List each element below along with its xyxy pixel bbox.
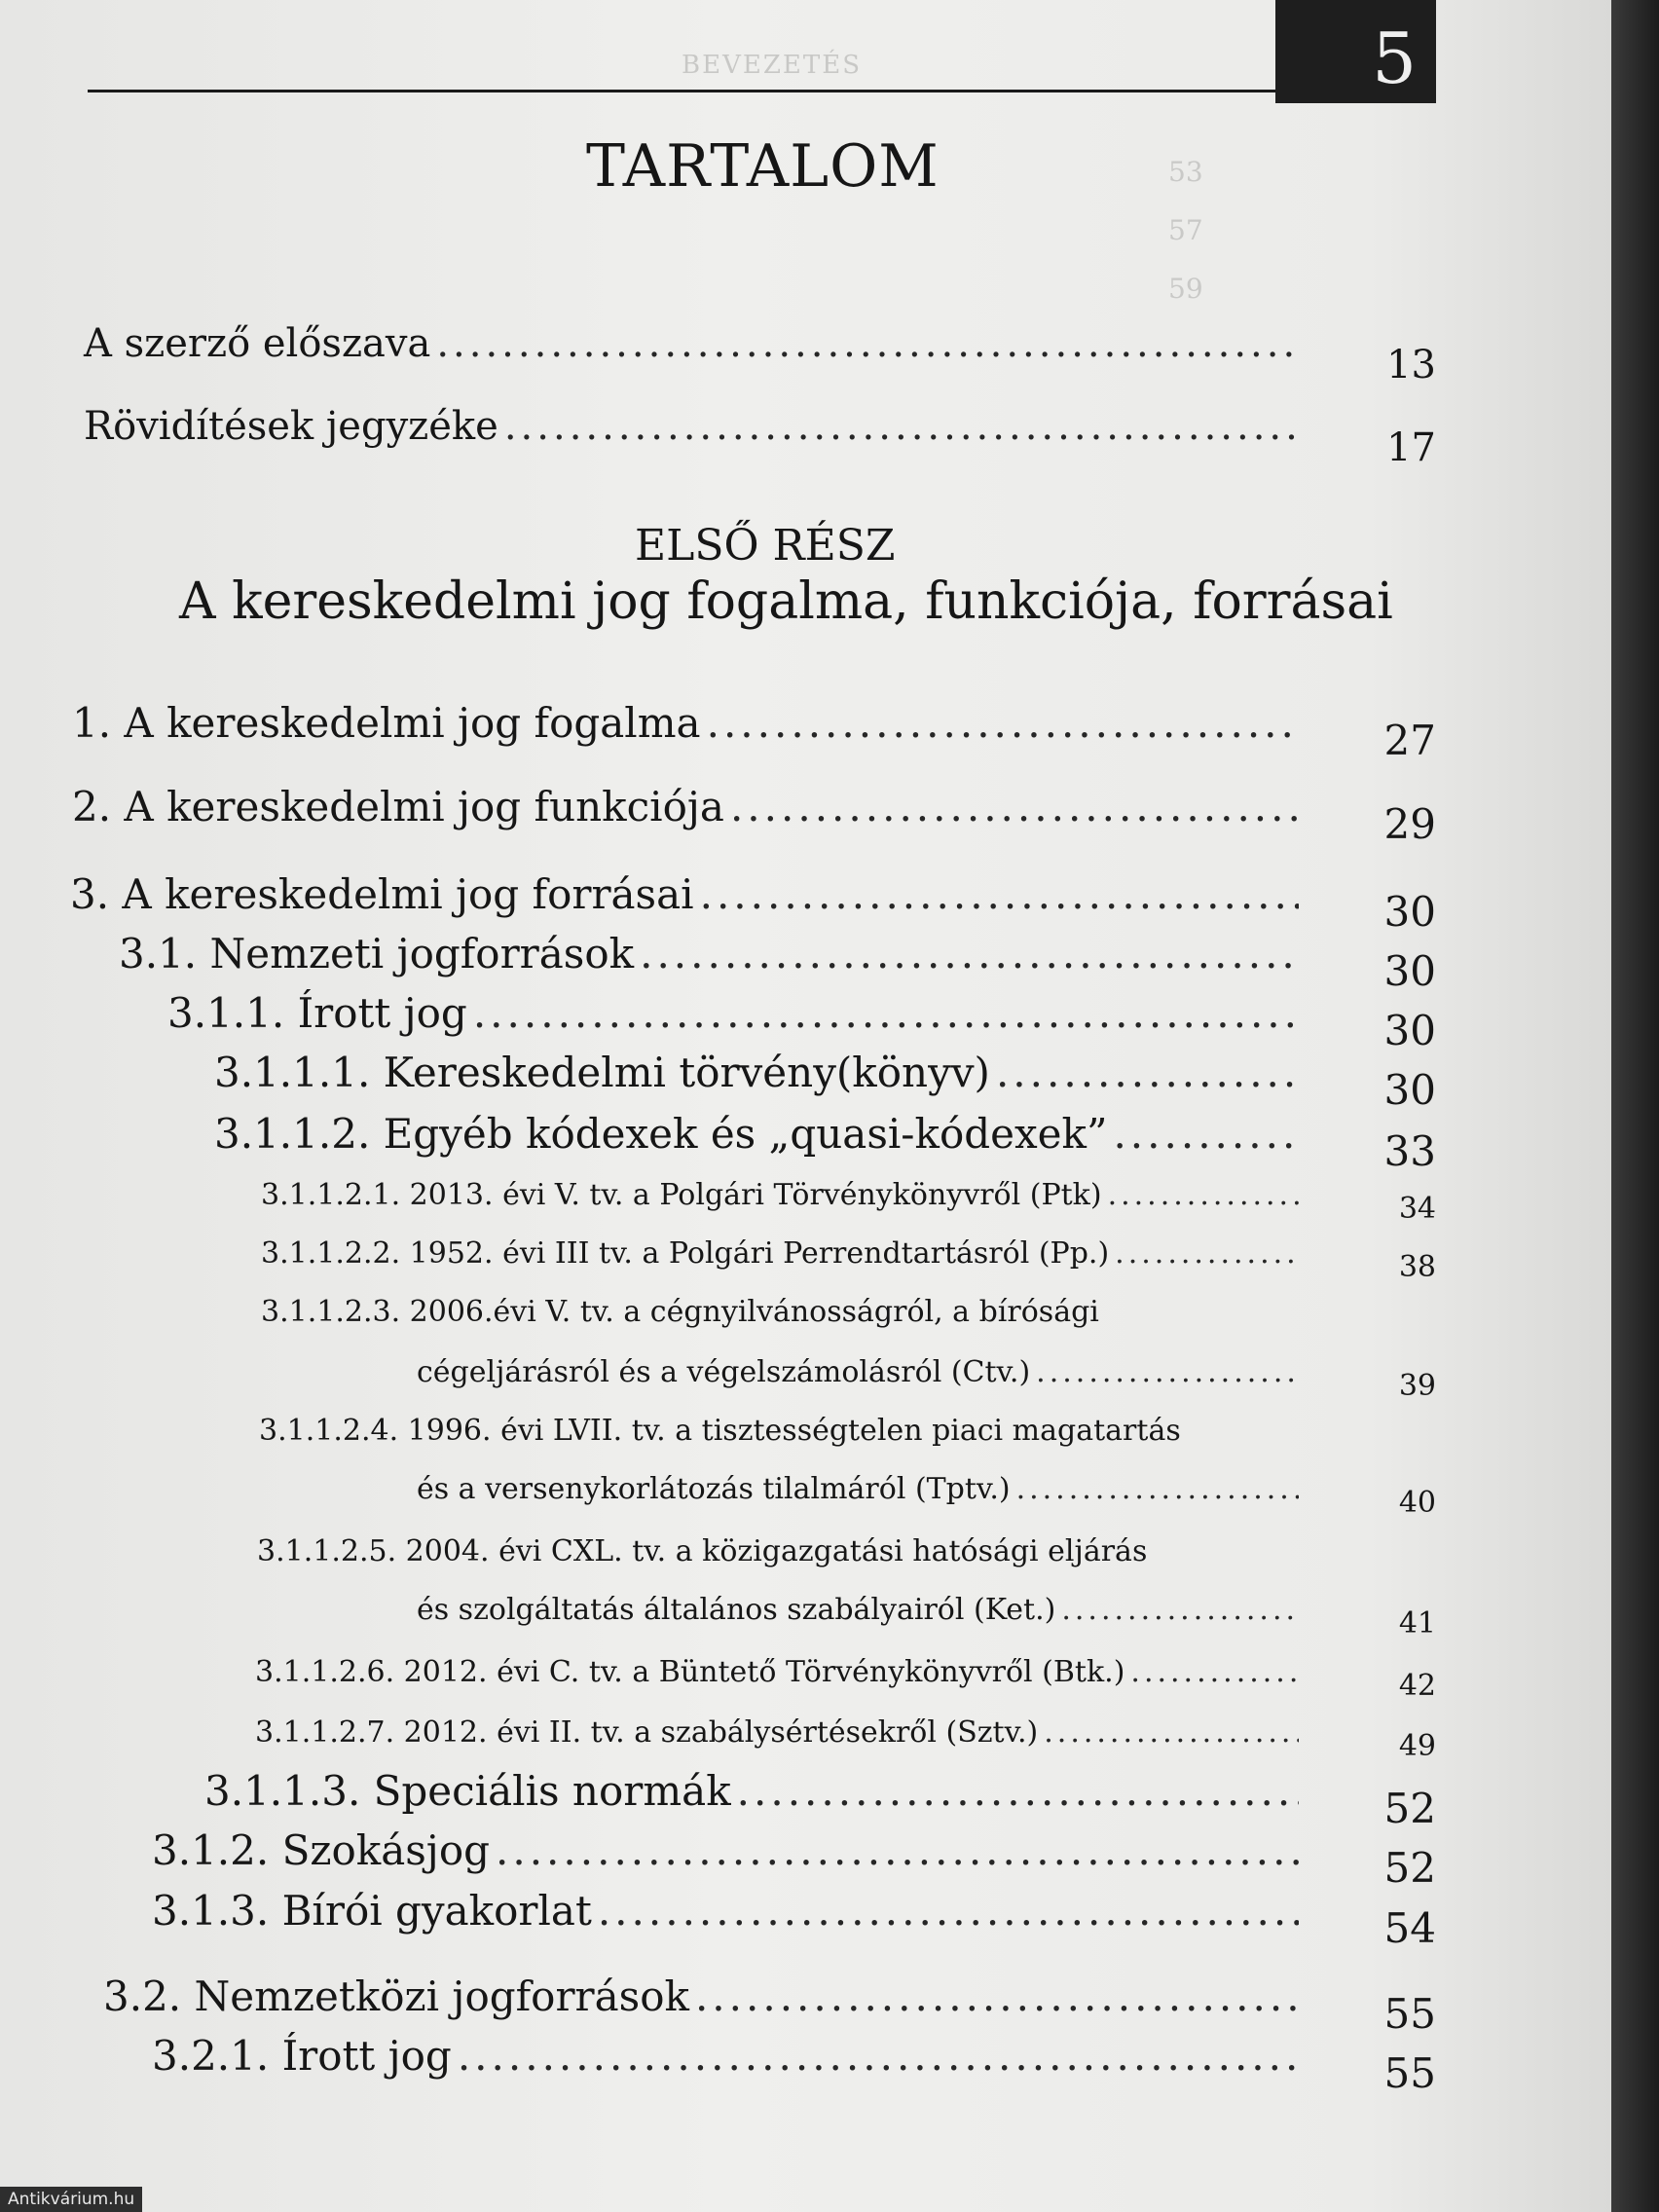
toc-label: 3.1.1.2.7. 2012. évi II. tv. a szabálysértésekről (Sztv.) xyxy=(255,1715,1039,1750)
toc-label[interactable]: 3.1.1.2.5. 2004. évi CXL. tv. a közigazgatási hatósági eljárás xyxy=(257,1534,1148,1568)
toc-entry[interactable] xyxy=(255,1715,1299,1750)
header-rule xyxy=(88,90,1275,92)
toc-entry[interactable] xyxy=(261,1178,1299,1212)
leader-dots xyxy=(1036,1355,1299,1389)
leader-dots xyxy=(436,321,1301,366)
toc-entry[interactable] xyxy=(152,2032,1299,2080)
page-number: 5 xyxy=(1275,0,1436,103)
part-label: ELSŐ RÉSZ xyxy=(635,521,896,571)
leader-dots xyxy=(1044,1715,1299,1750)
toc-page: 49 xyxy=(1398,1729,1436,1763)
toc-page: 30 xyxy=(1383,888,1436,936)
toc-label: és a versenykorlátozás tilalmáról (Tptv.) xyxy=(417,1472,1011,1506)
leader-dots xyxy=(707,699,1301,747)
toc-page: 27 xyxy=(1383,717,1436,764)
leader-dots xyxy=(598,1887,1299,1935)
toc-entry-continuation[interactable] xyxy=(417,1593,1299,1627)
toc-entry[interactable] xyxy=(167,989,1299,1037)
toc-page: 30 xyxy=(1383,1007,1436,1054)
toc-page: 42 xyxy=(1398,1669,1436,1703)
toc-entry-continuation[interactable] xyxy=(417,1355,1299,1389)
leader-dots xyxy=(640,930,1299,977)
toc-label: 3.1.1.2.1. 2013. évi V. tv. a Polgári Törvénykönyvről (Ptk) xyxy=(261,1178,1102,1212)
toc-label[interactable]: 3.1.1.2.4. 1996. évi LVII. tv. a tisztességtelen piaci magatartás xyxy=(259,1414,1181,1448)
toc-page: 30 xyxy=(1383,947,1436,995)
leader-dots xyxy=(695,1972,1299,2020)
toc-page: 17 xyxy=(1386,425,1436,470)
leader-dots xyxy=(1115,1236,1299,1271)
toc-label: 3.1. Nemzeti jogforrások xyxy=(119,930,635,977)
leader-dots xyxy=(473,989,1299,1037)
book-spine xyxy=(1611,0,1659,2212)
leader-dots xyxy=(700,870,1299,918)
toc-label: 3. A kereskedelmi jog forrásai xyxy=(70,870,694,918)
toc-page: 52 xyxy=(1383,1844,1436,1892)
leader-dots xyxy=(1113,1110,1299,1158)
toc-entry[interactable] xyxy=(84,321,1301,366)
toc-entry[interactable] xyxy=(152,1887,1299,1935)
toc-label: A szerző előszava xyxy=(84,321,431,366)
toc-entry-continuation[interactable] xyxy=(417,1472,1299,1506)
toc-page: 40 xyxy=(1398,1486,1436,1520)
toc-entry[interactable] xyxy=(72,783,1301,830)
leader-dots xyxy=(504,404,1301,449)
toc-entry[interactable] xyxy=(103,1972,1299,2020)
toc-label: 3.2. Nemzetközi jogforrások xyxy=(103,1972,689,2020)
part-title: A kereskedelmi jog fogalma, funkciója, forrásai xyxy=(179,572,1393,631)
toc-entry[interactable] xyxy=(70,870,1299,918)
toc-page: 13 xyxy=(1386,343,1436,387)
toc-label: és szolgáltatás általános szabályairól (Ket.) xyxy=(417,1593,1056,1627)
toc-entry[interactable] xyxy=(72,699,1301,747)
running-header: BEVEZETÉS xyxy=(682,51,863,80)
toc-label[interactable]: 3.1.1.2.3. 2006.évi V. tv. a cégnyilvánosságról, a bírósági xyxy=(261,1295,1099,1329)
toc-page: 52 xyxy=(1383,1785,1436,1832)
toc-page: 33 xyxy=(1383,1127,1436,1175)
toc-page: 29 xyxy=(1383,800,1436,848)
toc-entry[interactable] xyxy=(152,1826,1299,1874)
toc-label: 3.1.1.2.6. 2012. évi C. tv. a Büntető Törvénykönyvről (Btk.) xyxy=(255,1655,1125,1689)
toc-entry[interactable] xyxy=(214,1110,1299,1158)
leader-dots xyxy=(730,783,1301,830)
show-through: 59 xyxy=(1168,273,1203,305)
leader-dots xyxy=(1108,1178,1299,1212)
toc-entry[interactable] xyxy=(204,1767,1299,1815)
toc-page: 39 xyxy=(1398,1369,1436,1403)
toc-entry[interactable] xyxy=(119,930,1299,977)
show-through: 53 xyxy=(1168,156,1203,188)
toc-label: 3.2.1. Írott jog xyxy=(152,2032,452,2080)
leader-dots xyxy=(1016,1472,1299,1506)
toc-label: 1. A kereskedelmi jog fogalma xyxy=(72,699,701,747)
toc-label: Rövidítések jegyzéke xyxy=(84,404,498,449)
toc-label: 3.1.1.1. Kereskedelmi törvény(könyv) xyxy=(214,1049,990,1096)
leader-dots xyxy=(737,1767,1299,1815)
toc-entry[interactable] xyxy=(214,1049,1299,1096)
toc-entry[interactable] xyxy=(84,404,1301,449)
toc-label: 3.1.2. Szokásjog xyxy=(152,1826,490,1874)
toc-label: 3.1.3. Bírói gyakorlat xyxy=(152,1887,592,1935)
toc-page: 54 xyxy=(1383,1904,1436,1952)
toc-page: 55 xyxy=(1383,1990,1436,2038)
toc-entry[interactable] xyxy=(261,1236,1299,1271)
toc-label: 2. A kereskedelmi jog funkciója xyxy=(72,783,724,830)
toc-label: 3.1.1. Írott jog xyxy=(167,989,467,1037)
toc-entry[interactable] xyxy=(255,1655,1299,1689)
toc-label: 3.1.1.2.2. 1952. évi III tv. a Polgári Perrendtartásról (Pp.) xyxy=(261,1236,1110,1271)
leader-dots xyxy=(458,2032,1299,2080)
show-through: 57 xyxy=(1168,214,1203,246)
toc-page: 55 xyxy=(1383,2049,1436,2097)
leader-dots xyxy=(996,1049,1299,1096)
toc-label: 3.1.1.2. Egyéb kódexek és „quasi-kódexek” xyxy=(214,1110,1108,1158)
toc-page: 38 xyxy=(1398,1250,1436,1284)
toc-page: 41 xyxy=(1398,1606,1436,1641)
leader-dots xyxy=(1061,1593,1299,1627)
toc-page: 34 xyxy=(1398,1192,1436,1226)
toc-page: 30 xyxy=(1383,1066,1436,1114)
page-title: TARTALOM xyxy=(586,132,940,201)
toc-label: cégeljárásról és a végelszámolásról (Ctv.) xyxy=(417,1355,1031,1389)
leader-dots xyxy=(1130,1655,1299,1689)
toc-label: 3.1.1.3. Speciális normák xyxy=(204,1767,731,1815)
watermark: Antikvárium.hu xyxy=(0,2187,142,2212)
leader-dots xyxy=(496,1826,1299,1874)
